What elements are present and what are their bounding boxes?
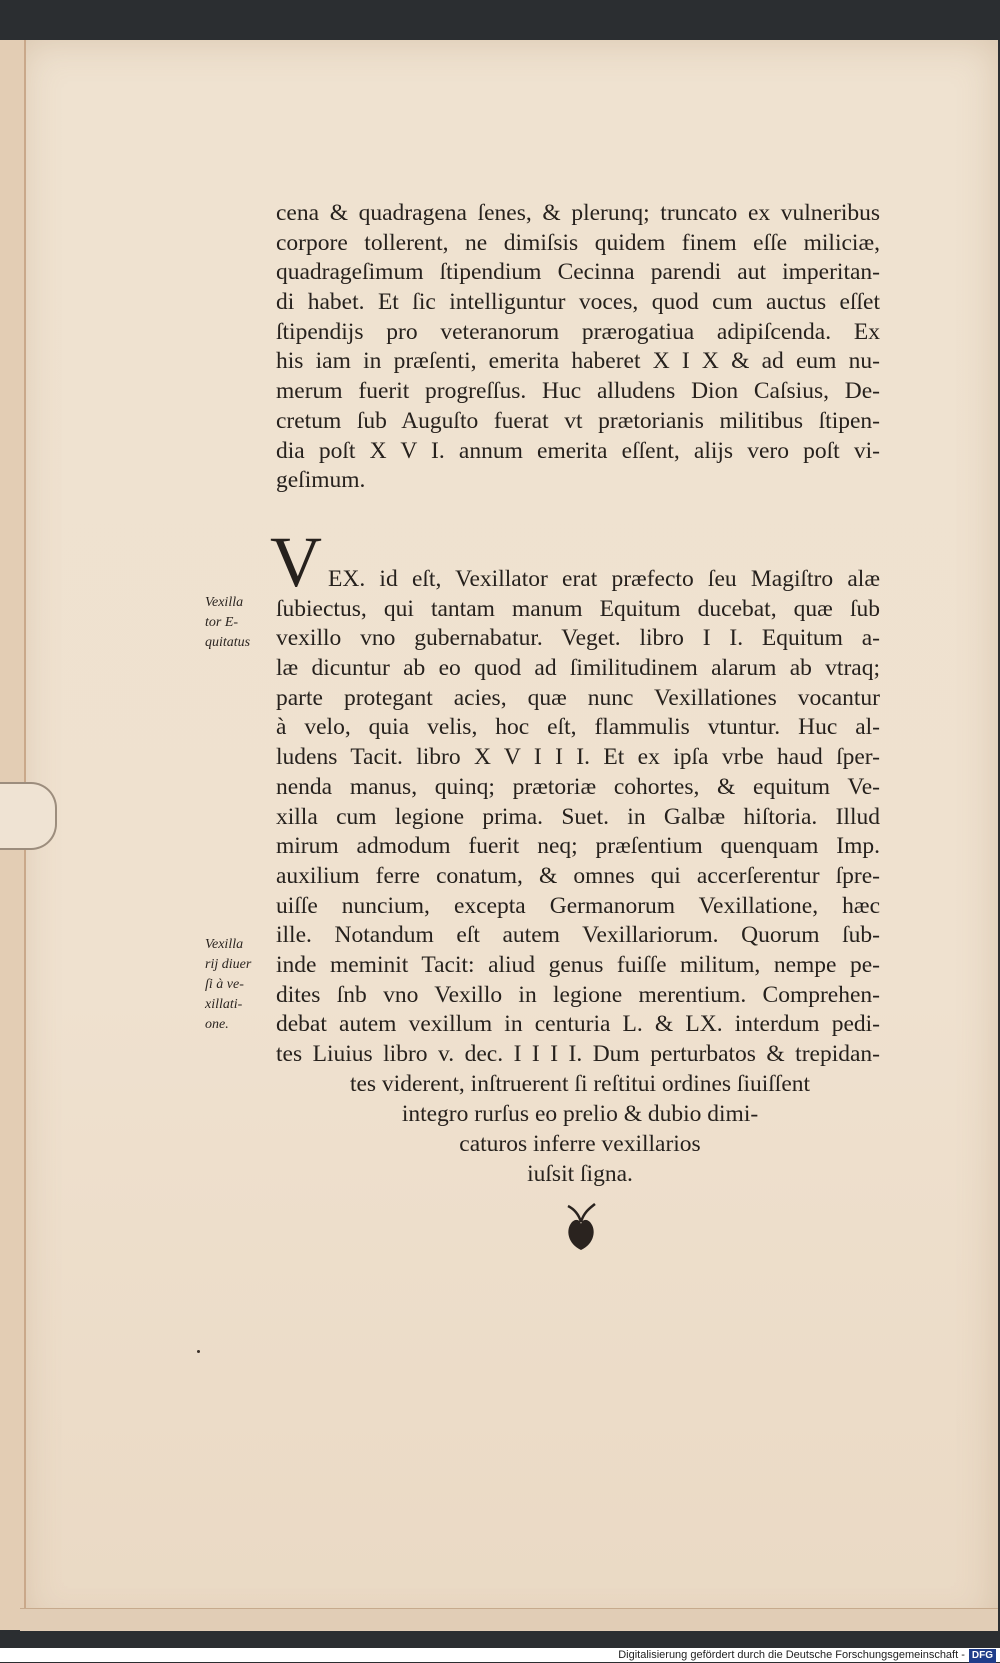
ink-speck bbox=[197, 1350, 200, 1353]
centered-line: caturos inferre vexillarios bbox=[459, 1131, 701, 1157]
margin-note-line: xillati- bbox=[205, 997, 243, 1012]
text-line: merum fuerit progreſſus. Huc alludens Dion Caſsius, De- bbox=[276, 378, 880, 405]
dfg-logo: DFG bbox=[969, 1649, 996, 1663]
footer-credit: Digitalisierung gefördert durch die Deutsche Forschungsgemeinschaft - bbox=[618, 1649, 965, 1661]
margin-note-line: rij diuer bbox=[205, 957, 252, 972]
text-line: ille. Notandum eſt autem Vexillariorum. Quorum ſub- bbox=[276, 922, 880, 949]
text-line: debat autem vexillum in centuria L. & LX. interdum pedi- bbox=[276, 1011, 880, 1038]
text-line: corpore tollerent, ne dimiſsis quidem finem eſſe miliciæ, bbox=[276, 229, 880, 256]
text-line: dia poſt X V I. annum emerita eſſent, alijs vero poſt vi- bbox=[276, 437, 880, 464]
centered-line: tes viderent, inſtruerent ſi reſtitui ordines ſiuiſſent bbox=[349, 1071, 811, 1097]
text-line: mirum admodum fuerit neq; præſentium quenquam Imp. bbox=[276, 833, 880, 860]
digitization-footer bbox=[0, 1648, 1000, 1662]
text-line: inde meminit Tacit: aliud genus fuiſſe militum, nempe pe- bbox=[276, 951, 880, 978]
page-bottom-edge bbox=[20, 1608, 998, 1631]
text-line: à velo, quia velis, hoc eſt, flammulis vtuntur. Huc al- bbox=[276, 714, 880, 741]
margin-note-line: tor E- bbox=[205, 615, 239, 630]
text-line: quadrageſimum ſtipendium Cecinna parendi aut imperitan- bbox=[276, 259, 880, 286]
text-line: dites ſnb vno Vexillo in legione merentium. Comprehen- bbox=[276, 981, 880, 1008]
text-line: cretum ſub Auguſto fuerat vt prætorianis militibus ſtipen- bbox=[276, 407, 880, 434]
margin-note-vexillarii bbox=[205, 935, 273, 1035]
text-line: parte protegant acies, quæ nunc Vexillationes vocantur bbox=[276, 684, 880, 711]
margin-note-line: one. bbox=[205, 1017, 229, 1032]
text-line: di habet. Et ſic intelliguntur voces, quod cum auctus eſſet bbox=[276, 289, 880, 316]
margin-note-vexillator bbox=[205, 593, 273, 653]
paragraph-1 bbox=[276, 199, 880, 496]
text-line: uiſſe nuncium, excepta Germanorum Vexillatione, hæc bbox=[276, 892, 880, 919]
page-tab-flap bbox=[0, 782, 57, 850]
margin-note-line: Vexilla bbox=[205, 937, 244, 952]
centered-line: integro rurſus eo prelio & dubio dimi- bbox=[401, 1101, 759, 1127]
margin-note-line: quitatus bbox=[205, 635, 251, 650]
text-line: geſimum. bbox=[276, 467, 366, 494]
margin-note-line: ſi à ve- bbox=[205, 977, 244, 992]
text-line: EX. id eſt, Vexillator erat præfecto ſeu Magiſtro alæ bbox=[328, 566, 880, 592]
text-line: tes Liuius libro v. dec. I I I I. Dum perturbatos & trepidan- bbox=[276, 1041, 880, 1067]
text-line: vexillo vno gubernabatur. Veget. libro I I. Equitum a- bbox=[276, 625, 880, 652]
text-line: ſtipendijs pro veteranorum prærogatiua adipiſcenda. Ex bbox=[276, 318, 880, 345]
text-line: his iam in præſenti, emerita haberet X I X & ad eum nu- bbox=[276, 348, 880, 375]
leaf-ornament-icon bbox=[562, 1200, 600, 1252]
text-line: ludens Tacit. libro X V I I I. Et ex ipſa vrbe haud ſper- bbox=[276, 744, 880, 771]
text-line: nenda manus, quinq; prætoriæ cohortes, & equitum Ve- bbox=[276, 773, 880, 800]
centered-line: iuſsit ſigna. bbox=[527, 1161, 633, 1187]
margin-note-line: Vexilla bbox=[205, 595, 244, 610]
text-line: xilla cum legione prima. Suet. in Galbæ hiſtoria. Illud bbox=[276, 803, 880, 830]
drop-cap-initial: V bbox=[270, 522, 322, 602]
text-line: cena & quadragena ſenes, & plerunq; truncato ex vulneribus bbox=[276, 200, 880, 226]
text-line: ſubiectus, qui tantam manum Equitum ducebat, quæ ſub bbox=[276, 595, 880, 622]
text-line: læ dicuntur ab eo quod ad ſimilitudinem alarum ab vtraq; bbox=[276, 655, 880, 682]
paragraph-2 bbox=[276, 565, 880, 1070]
text-line: auxilium ferre conatum, & omnes qui accerſerentur ſpre- bbox=[276, 862, 880, 889]
